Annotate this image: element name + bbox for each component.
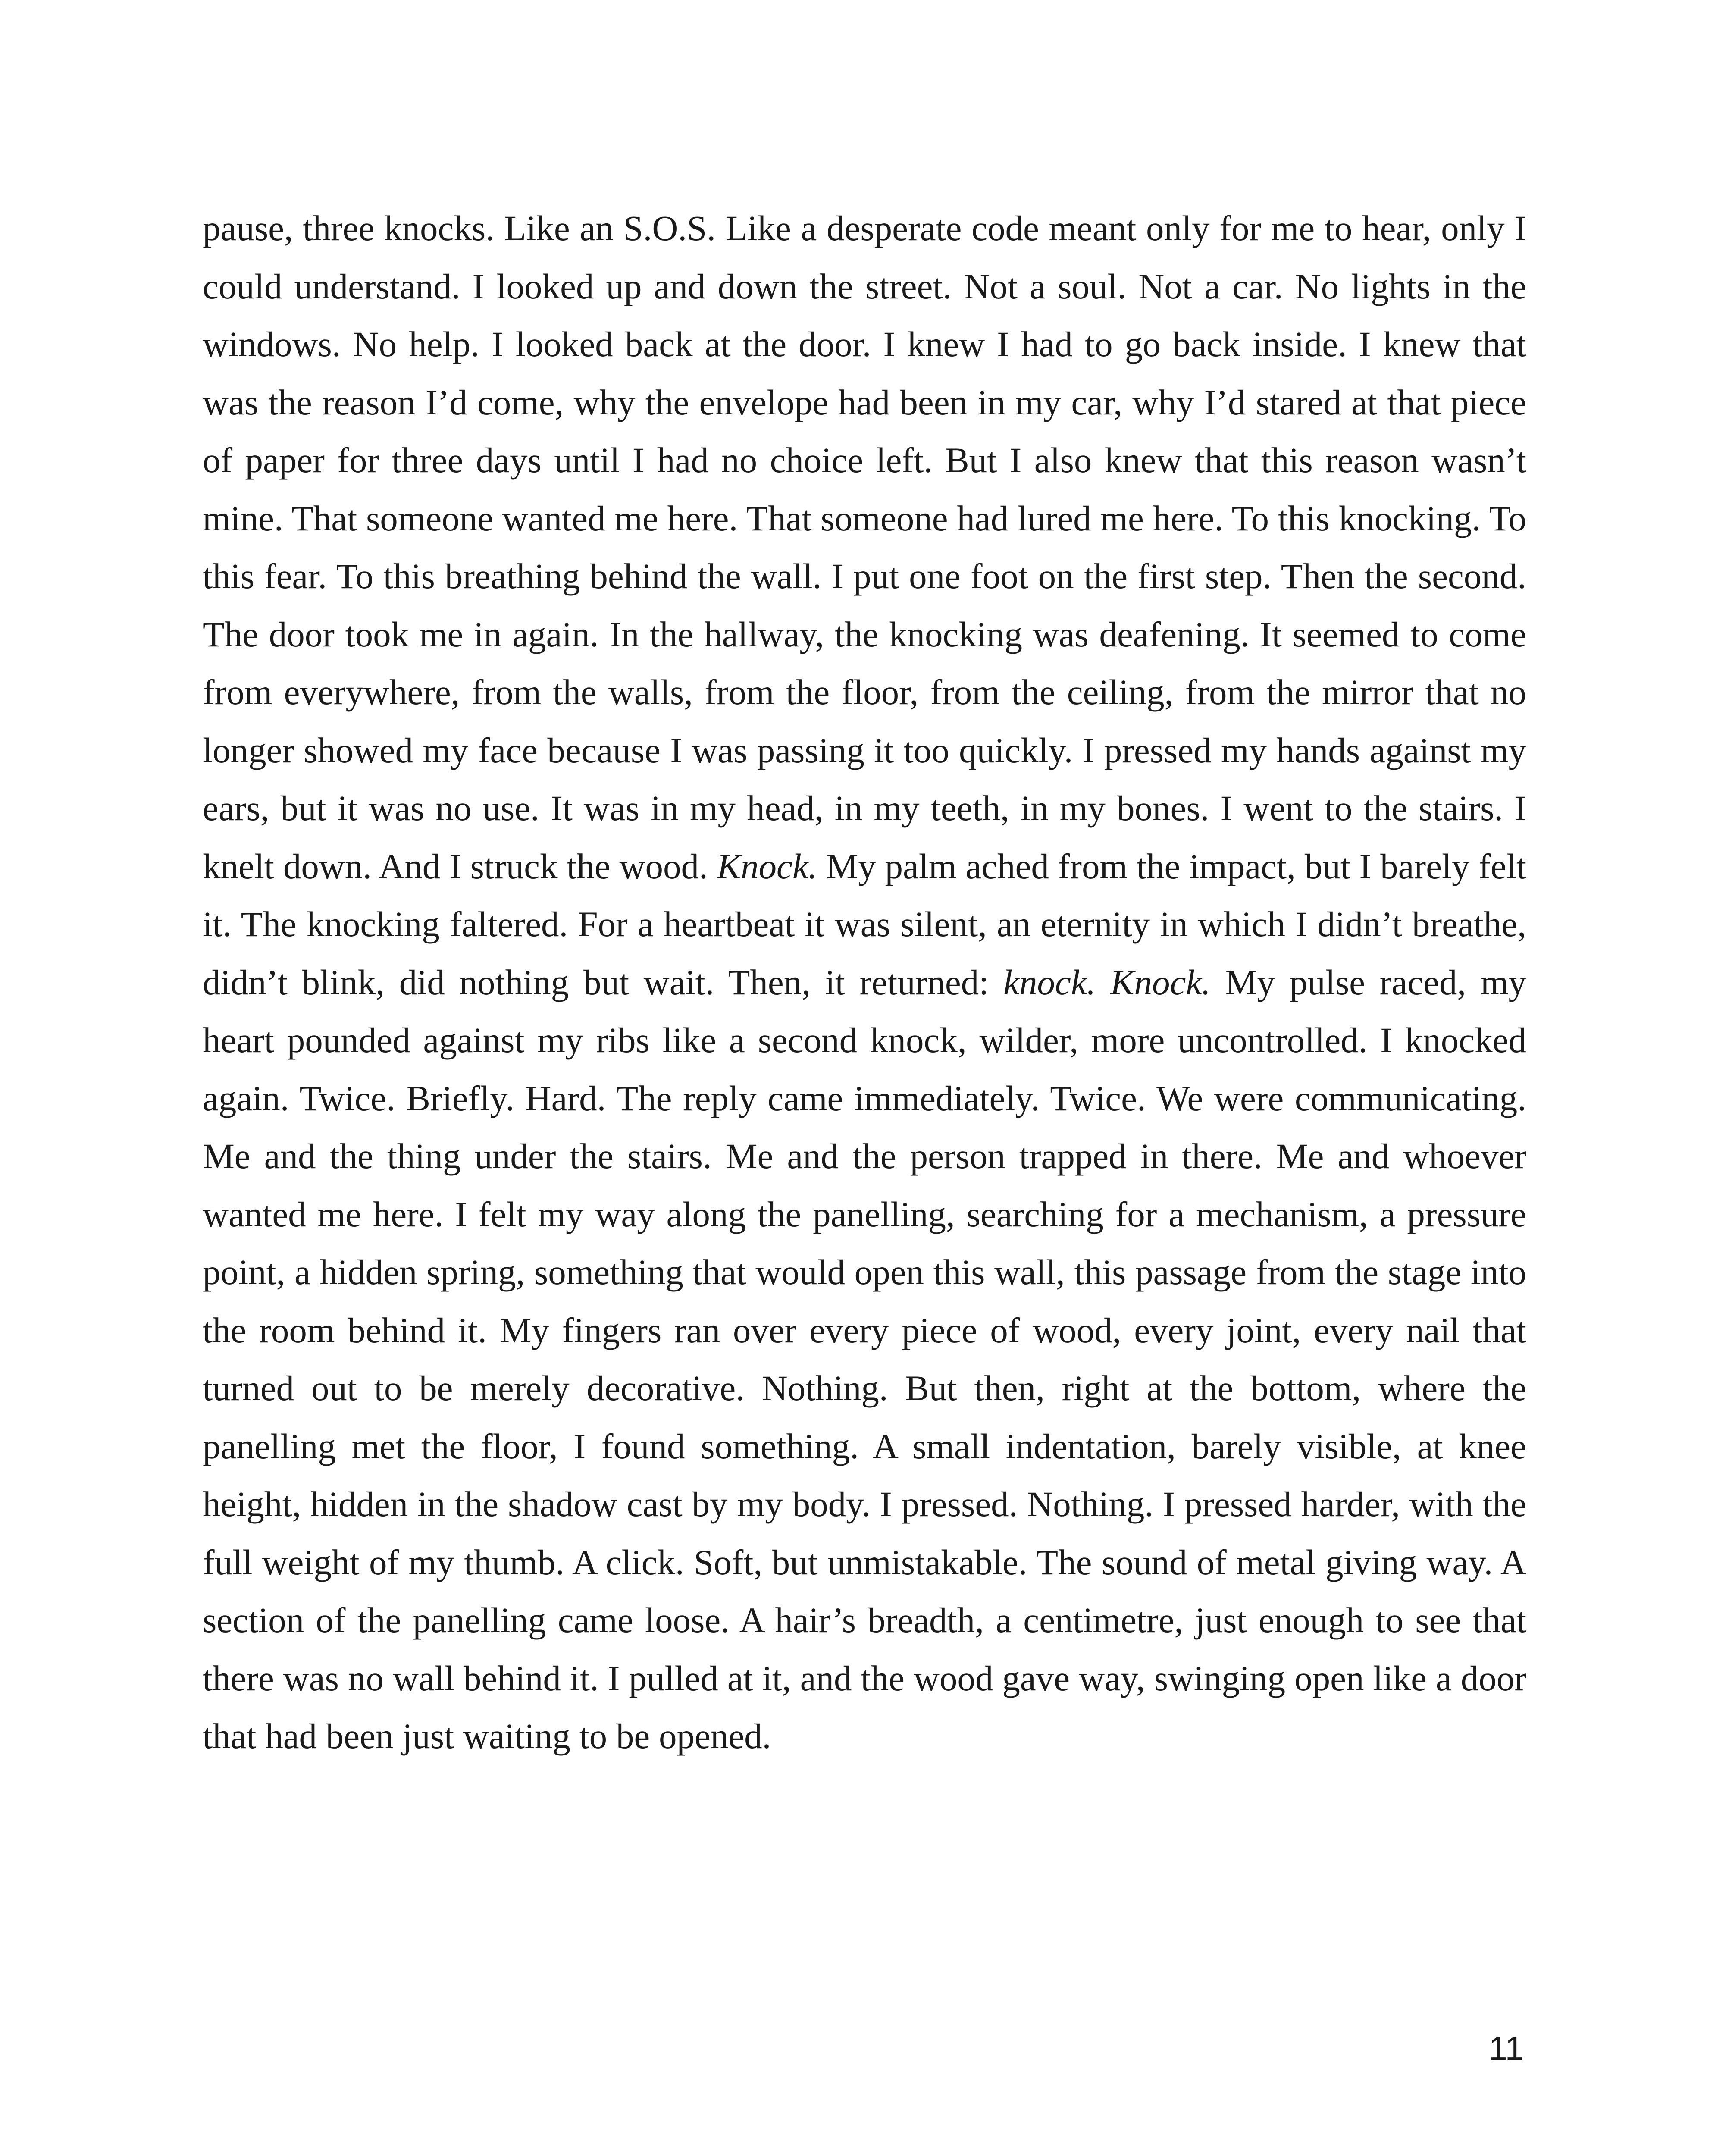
italic-text-segment: knock. Knock. [1003, 962, 1211, 1002]
page-number: 11 [1489, 2029, 1524, 2067]
text-segment: My palm ached from the impact, but I barely felt it. The knocking faltered. For a heartbeat it was silent, an eternity in which I didn’t breathe, didn’t blink, did nothing but wait. Then, it returned: [203, 846, 1527, 1002]
text-segment: pause, three knocks. Like an S.O.S. Like a desperate code meant only for me to hear, only I could understand. I looked up and down the street. Not a soul. Not a car. No lights in the windows. No help. I looked back at the door. I knew I had to go back inside. I knew that was the reason I’d come, why the envelope had been in my car, why I’d stared at that piece of paper for three days until I had no choice left. But I also knew that this reason wasn’t mine. That someone wanted me here. That someone had lured me here. To this knocking. To this fear. To this breathing behind the wall. I put one foot on the first step. Then the second. The door took me in again. In the hallway, the knocking was deafening. It seemed to come from everywhere, from the walls, from the floor, from the ceiling, from the mirror that no longer showed my face because I was passing it too quickly. I pressed my hands against my ears, but it was no use. It was in my head, in my teeth, in my bones. I went to the stairs. I knelt down. And I struck the wood. [203, 208, 1526, 886]
body-paragraph [203, 199, 1526, 1765]
italic-text-segment: Knock. [717, 846, 817, 886]
text-segment: My pulse raced, my heart pounded against my ribs like a second knock, wilder, more uncontrolled. I knocked again. Twice. Briefly. Hard. The reply came immediately. Twice. We were communicating. Me and the thing under the stairs. Me and the person trapped in there. Me and whoever wanted me here. I felt my way along the panelling, searching for a mechanism, a pressure point, a hidden spring, something that would open this wall, this passage from the stage into the room behind it. My fingers ran over every piece of wood, every joint, every nail that turned out to be merely decorative. Nothing. But then, right at the bottom, where the panelling met the floor, I found something. A small indentation, barely visible, at knee height, hidden in the shadow cast by my body. I pressed. Nothing. I pressed harder, with the full weight of my thumb. A click. Soft, but unmistakable. The sound of metal giving way. A section of the panelling came loose. A hair’s breadth, a centimetre, just enough to see that there was no wall behind it. I pulled at it, and the wood gave way, swinging open like a door that had been just waiting to be opened. [203, 962, 1527, 1756]
